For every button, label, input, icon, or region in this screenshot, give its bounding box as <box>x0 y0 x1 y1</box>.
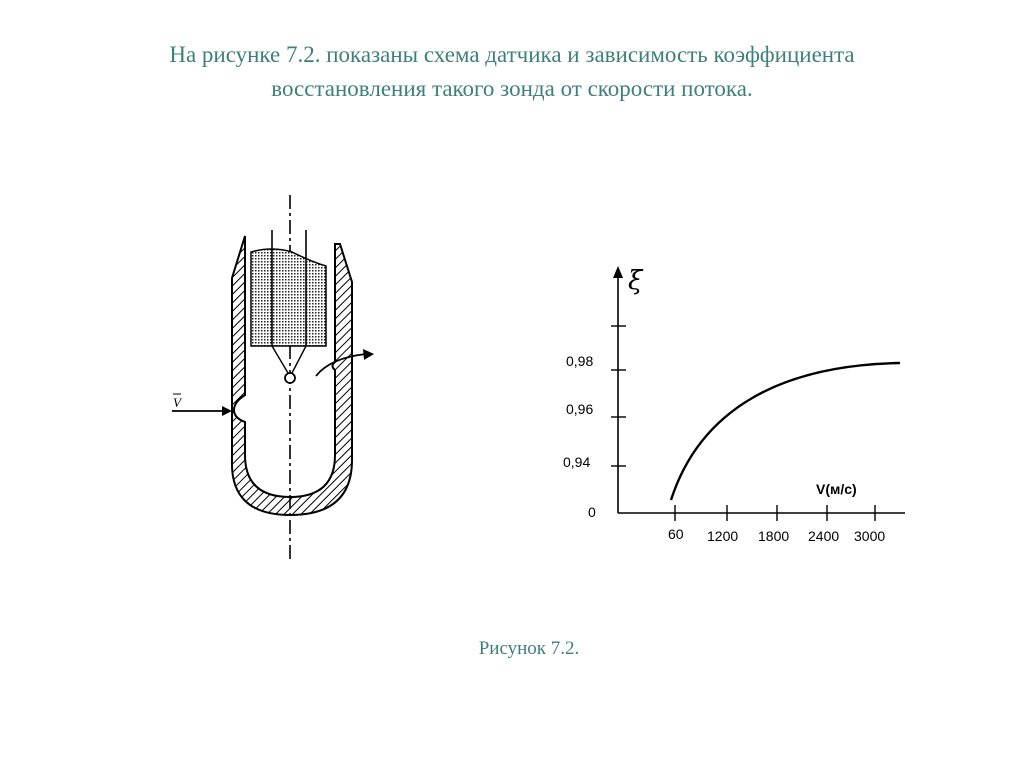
sensor-junction <box>285 373 295 383</box>
slide-title-line-2: восстановления такого зонда от скорости потока. <box>271 76 753 101</box>
figure-caption: Рисунок 7.2. <box>478 638 580 659</box>
y-axis-label: ξ <box>628 266 643 296</box>
y-tick-label: 0,94 <box>563 454 591 470</box>
y-tick-label: 0,98 <box>566 353 594 369</box>
recovery-curve <box>671 363 900 500</box>
x-tick-label: 1200 <box>707 528 739 544</box>
recovery-coefficient-chart <box>563 266 905 544</box>
y-axis-arrowhead <box>613 266 623 278</box>
sensor-element <box>251 249 326 346</box>
junction-wire-right <box>292 346 306 373</box>
outlet-arrowhead <box>363 349 374 360</box>
sensor-diagram <box>172 195 374 560</box>
y-tick-label: 0 <box>588 504 596 520</box>
x-axis-label: V(м/с) <box>816 481 857 497</box>
x-tick-label: 2400 <box>808 528 840 544</box>
slide-title-line-1: На рисунке 7.2. показаны схема датчика и зависимость коэффициента <box>169 42 855 67</box>
x-tick-label: 3000 <box>854 528 886 544</box>
y-tick-label: 0,96 <box>566 401 594 417</box>
x-tick-label: 60 <box>668 526 684 542</box>
inlet-arrowhead <box>222 406 232 416</box>
x-tick-label: 1800 <box>758 528 790 544</box>
flow-velocity-label: V <box>173 395 181 410</box>
junction-wire-left <box>272 346 288 373</box>
